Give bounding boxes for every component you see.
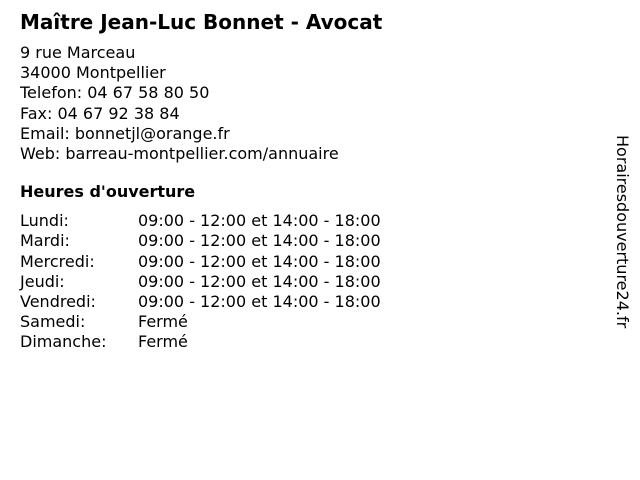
hours-row bbox=[20, 292, 590, 312]
website: Web: barreau-montpellier.com/annuaire bbox=[20, 144, 339, 164]
hours-row bbox=[20, 252, 590, 272]
site-watermark-label: Horairesdouverture24.fr bbox=[613, 135, 632, 329]
hours-day: Dimanche: bbox=[20, 332, 107, 352]
hours-day: Mercredi: bbox=[20, 251, 95, 271]
hours-time: 09:00 - 12:00 et 14:00 - 18:00 bbox=[138, 211, 381, 231]
hours-time: Fermé bbox=[138, 332, 188, 352]
hours-day: Mardi: bbox=[20, 231, 70, 251]
business-card bbox=[20, 10, 590, 353]
hours-table bbox=[20, 211, 590, 352]
city: 34000 Montpellier bbox=[20, 63, 166, 83]
hours-row bbox=[20, 231, 590, 251]
hours-day: Vendredi: bbox=[20, 292, 96, 312]
hours-time: 09:00 - 12:00 et 14:00 - 18:00 bbox=[138, 251, 381, 271]
hours-time: 09:00 - 12:00 et 14:00 - 18:00 bbox=[138, 231, 381, 251]
hours-time: 09:00 - 12:00 et 14:00 - 18:00 bbox=[138, 292, 381, 312]
street-address: 9 rue Marceau bbox=[20, 43, 136, 62]
hours-row bbox=[20, 312, 590, 332]
hours-day: Jeudi: bbox=[20, 271, 65, 291]
fax: Fax: 04 67 92 38 84 bbox=[20, 103, 180, 123]
hours-row bbox=[20, 272, 590, 292]
hours-heading: Heures d'ouverture bbox=[20, 182, 196, 202]
hours-time: Fermé bbox=[138, 312, 188, 332]
hours-row bbox=[20, 332, 590, 352]
hours-day: Lundi: bbox=[20, 211, 69, 231]
hours-row bbox=[20, 211, 590, 231]
phone: Telefon: 04 67 58 80 50 bbox=[20, 83, 210, 103]
contact-block bbox=[20, 43, 590, 164]
hours-day: Samedi: bbox=[20, 312, 86, 332]
email: Email: bonnetjl@orange.fr bbox=[20, 123, 230, 143]
business-title: Maître Jean-Luc Bonnet - Avocat bbox=[20, 10, 383, 34]
hours-time: 09:00 - 12:00 et 14:00 - 18:00 bbox=[138, 271, 381, 291]
